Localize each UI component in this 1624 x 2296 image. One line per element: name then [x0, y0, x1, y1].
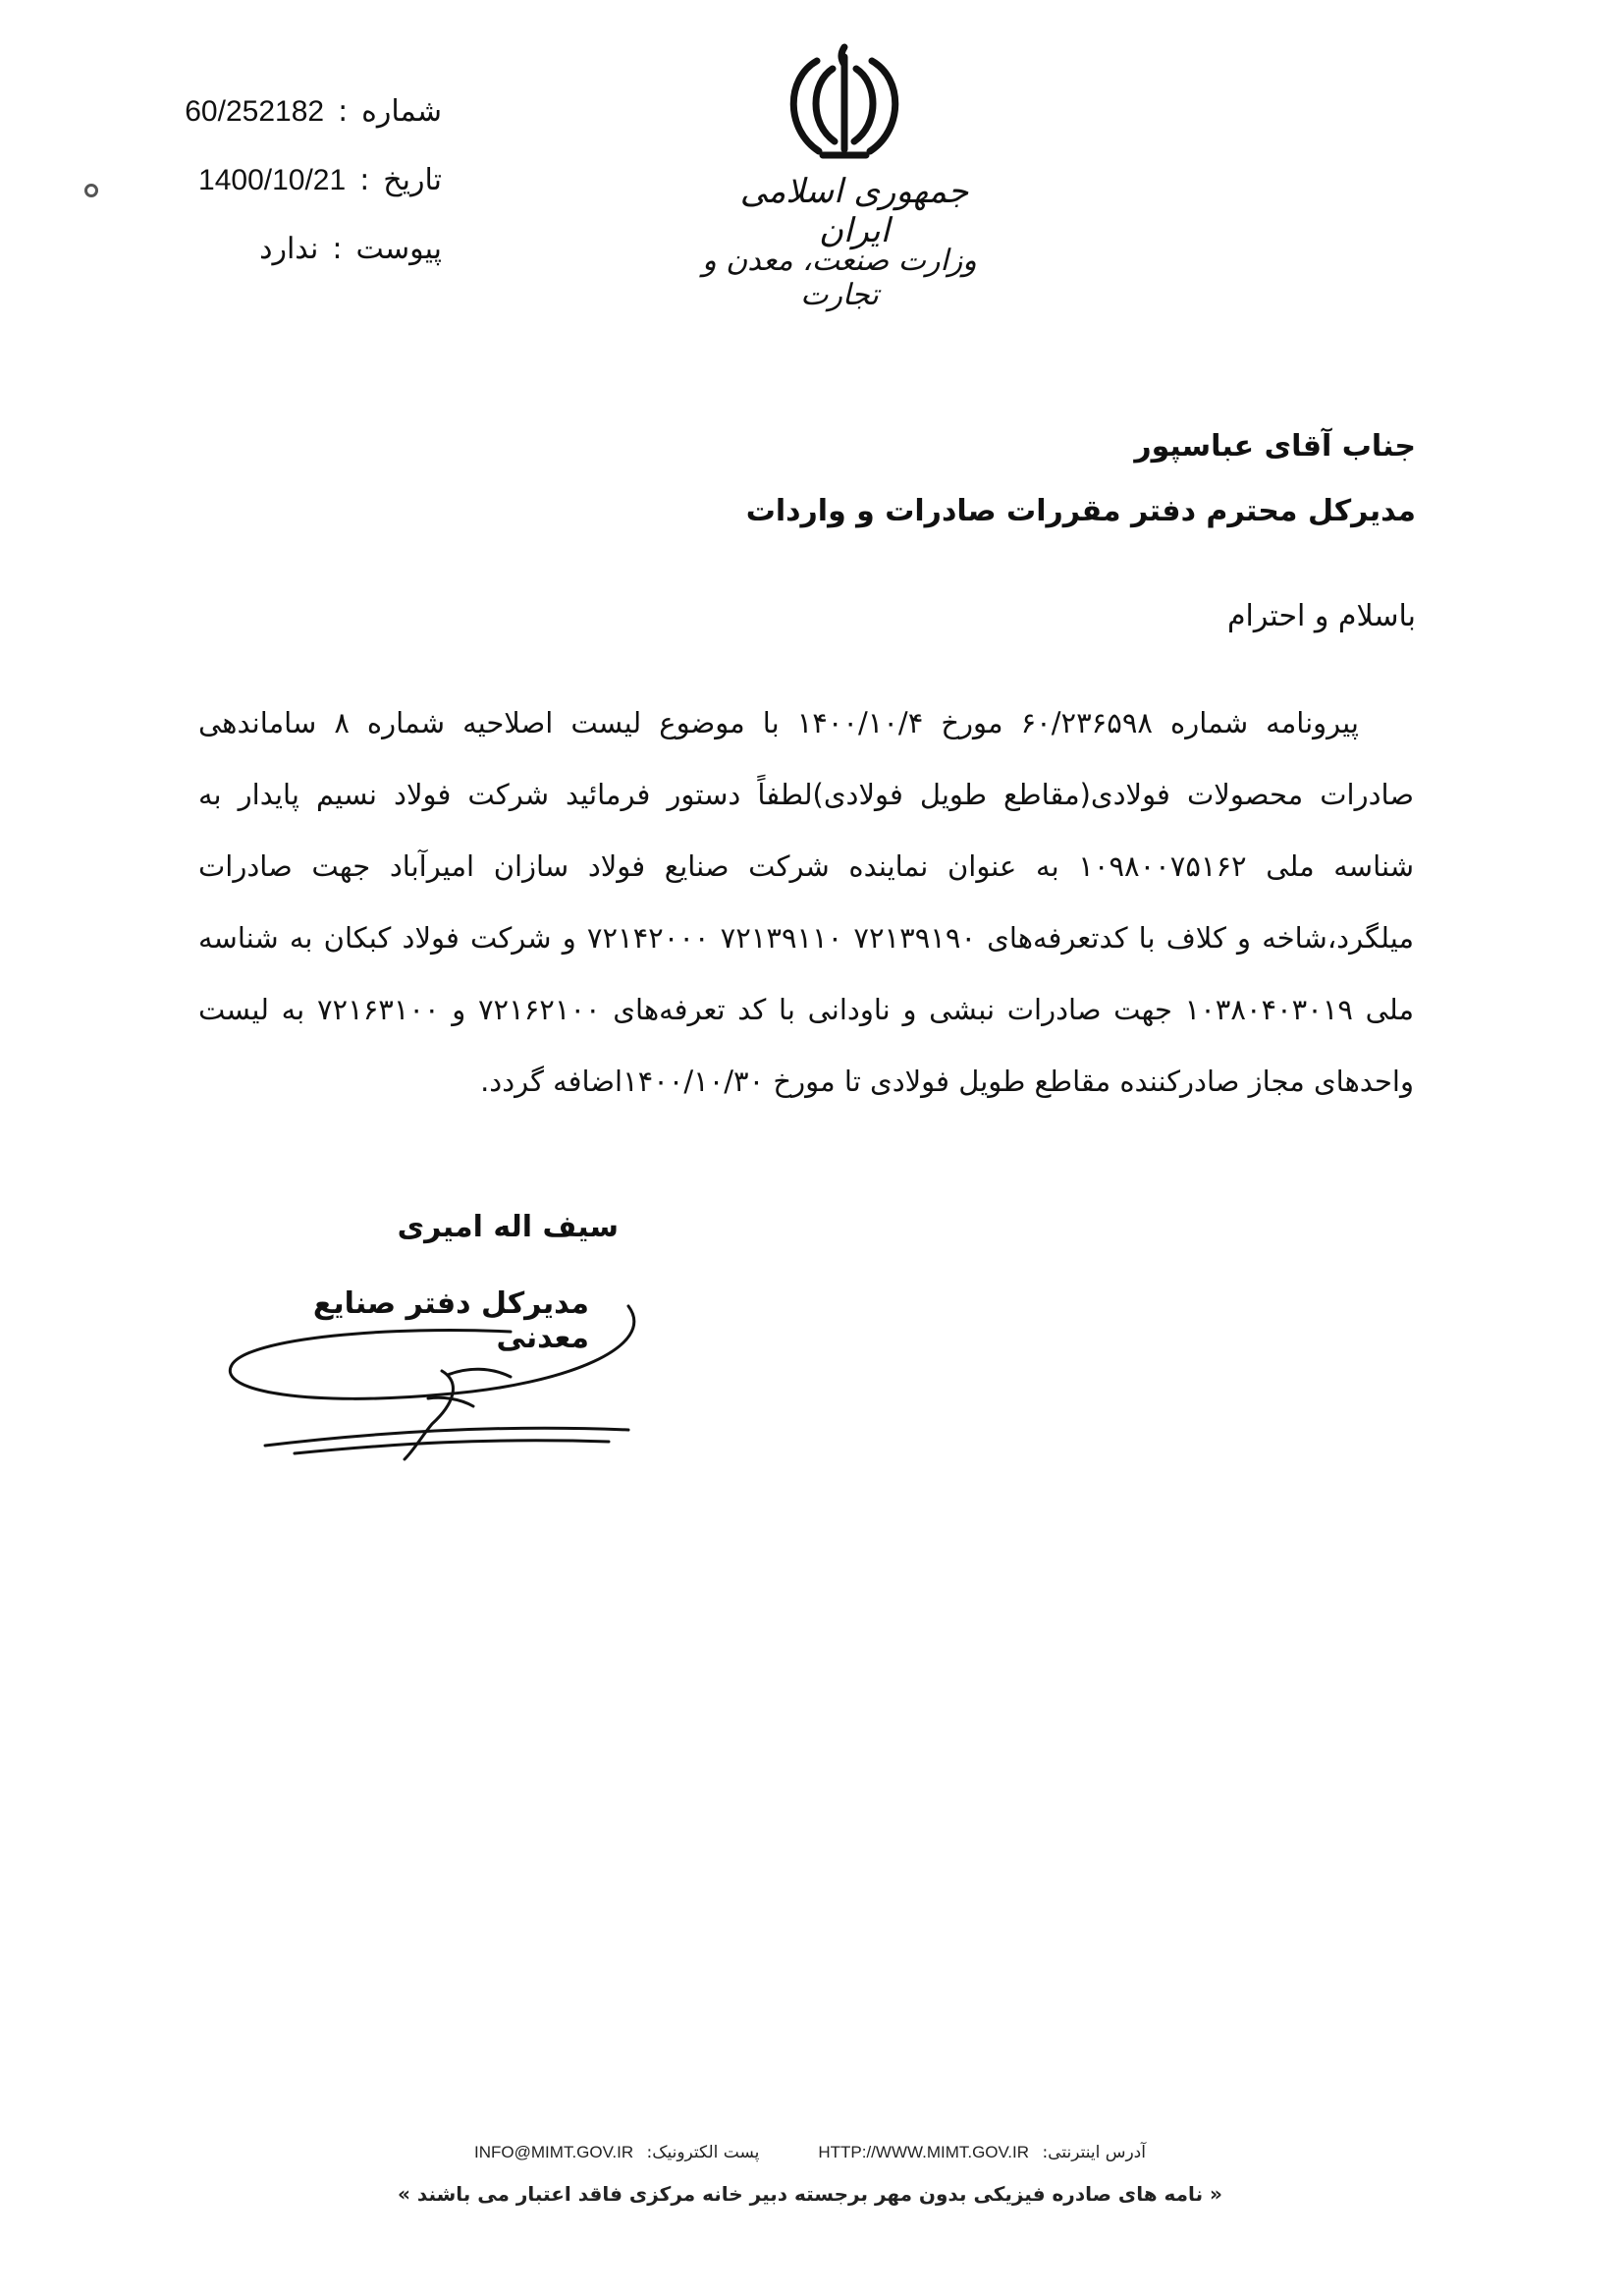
- letter-attachment-value: ندارد: [259, 233, 319, 265]
- footer-email-label: پست الکترونیک:: [646, 2143, 760, 2162]
- letter-number-separator: :: [338, 94, 349, 129]
- addressee-block: [434, 414, 1416, 544]
- letter-meta: [137, 94, 442, 301]
- letter-attachment-label: پیوست: [355, 232, 442, 266]
- letter-date-value: 1400/10/21: [198, 164, 347, 196]
- greeting: باسلام و احترام: [1226, 599, 1416, 633]
- footer-contact: [344, 2143, 1276, 2162]
- signer-name: سیف اله امیری: [397, 1210, 619, 1244]
- letter-attachment-separator: :: [332, 232, 343, 266]
- punch-hole-mark: [84, 184, 98, 197]
- footer-email-value: INFO@MIMT.GOV.IR: [474, 2143, 634, 2161]
- letter-attachment-row: [137, 232, 442, 301]
- addressee-title: مدیرکل محترم دفتر مقررات صادرات و واردات: [745, 494, 1416, 528]
- letter-body: [198, 687, 1414, 1118]
- letter-number-row: [137, 94, 442, 163]
- letter-date-separator: :: [359, 163, 370, 197]
- footer-note: « نامه های صادره فیزیکی بدون مهر برجسته دبیر خانه مرکزی فاقد اعتبار می باشند »: [398, 2182, 1222, 2206]
- body-paragraph: پیرونامه شماره ۶۰/۲۳۶۵۹۸ مورخ ۱۴۰۰/۱۰/۴ با موضوع لیست اصلاحیه شماره ۸ ساماندهی صادرات محصولات فولادی(مقاطع طویل فولادی)لطفاً دستور فرمائید شرکت فولاد نسیم پایدار به شناسه ملی ۱۰۹۸۰۰۷۵۱۶۲ به عنوان نماینده شرکت صنایع فولاد سازان امیرآباد جهت صادرات میلگرد،شاخه و کلاف با کدتعرفه‌های ۷۲۱۳۹۱۹۰ ۷۲۱۳۹۱۱۰ ۷۲۱۴۲۰۰۰ و شرکت فولاد کبکان به شناسه ملی ۱۰۳۸۰۴۰۳۰۱۹ جهت صادرات نبشی و ناودانی با کد تعرفه‌های ۷۲۱۶۲۱۰۰ و ۷۲۱۶۳۱۰۰ به لیست واحدهای مجاز صادرکننده مقاطع طویل فولادی تا مورخ ۱۴۰۰/۱۰/۳۰اضافه گردد.: [198, 706, 1414, 1098]
- letter-date-label: تاریخ: [383, 163, 442, 197]
- signer-title: مدیرکل دفتر صنایع معدنی: [312, 1286, 589, 1355]
- letter-number-label: شماره: [361, 94, 442, 129]
- footer-email: [474, 2143, 759, 2162]
- footer-website-value: HTTP://WWW.MIMT.GOV.IR: [818, 2143, 1030, 2161]
- footer-website: [818, 2143, 1146, 2162]
- footer-website-label: آدرس اینترنتی:: [1042, 2143, 1146, 2162]
- addressee-name: جناب آقای عباسپور: [1134, 429, 1416, 464]
- handwritten-signature-icon: [196, 1277, 668, 1473]
- government-name: جمهوری اسلامی ایران: [739, 172, 969, 250]
- ministry-name: وزارت صنعت، معدن و تجارت: [702, 244, 977, 312]
- iran-emblem-icon: [776, 39, 913, 167]
- letter-number-value: 60/252182: [185, 95, 325, 128]
- letter-date-row: [137, 163, 442, 232]
